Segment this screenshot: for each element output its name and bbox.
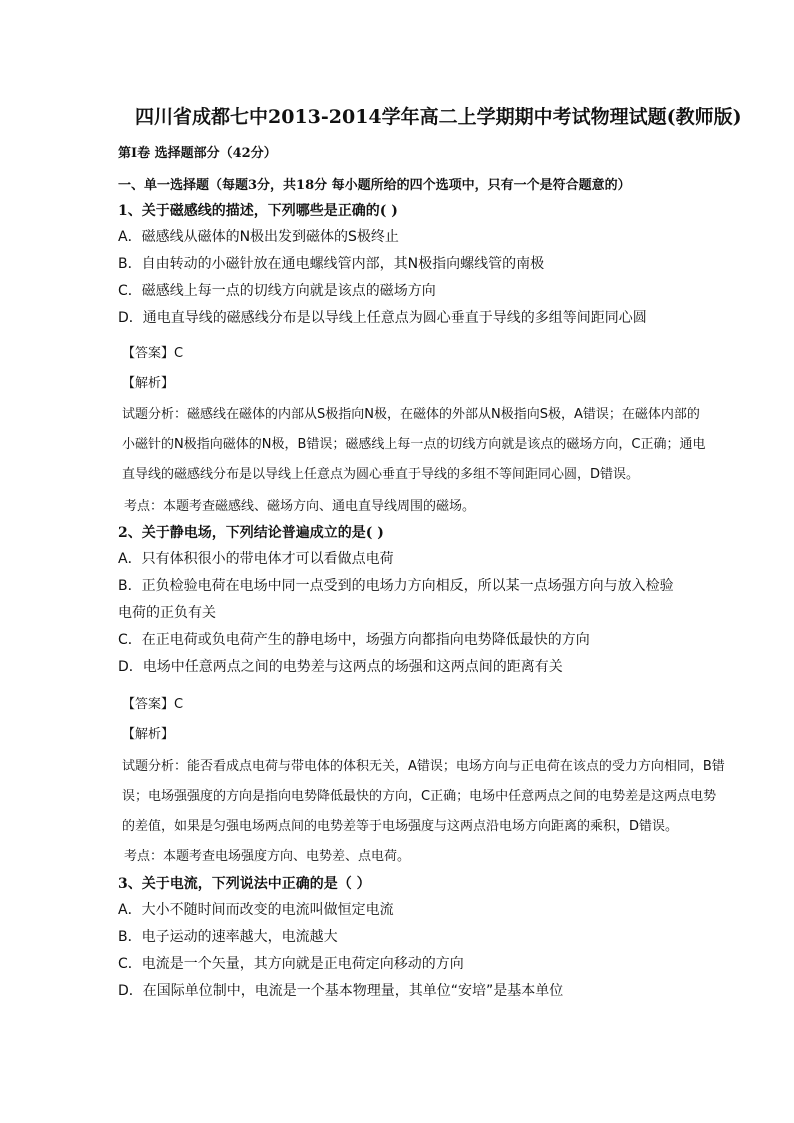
question-2-option-d: D．电场中任意两点之间的电势差与这两点的场强和这两点间的距离有关 (118, 659, 563, 675)
question-2-analysis-label: 【解析】 (122, 727, 175, 742)
question-1-analysis-line: 试题分析：磁感线在磁体的内部从S极指向N极，在磁体的外部从N极指向S极，A错误；在磁体内部的 (122, 407, 700, 422)
question-1-option-d: D．通电直导线的磁感线分布是以导线上任意点为圆心垂直于导线的多组等间距同心圆 (118, 310, 647, 326)
question-1-option-c: C．磁感线上每一点的切线方向就是该点的磁场方向 (118, 283, 436, 299)
question-3-option-c: C．电流是一个矢量，其方向就是正电荷定向移动的方向 (118, 956, 464, 972)
question-1-analysis-line: 小磁针的N极指向磁体的N极，B错误；磁感线上每一点的切线方向就是该点的磁场方向，C正确；通电 (122, 437, 706, 452)
question-2-analysis-line: 误；电场强强度的方向是指向电势降低最快的方向，C正确；电场中任意两点之间的电势差是这两点电势 (122, 789, 717, 804)
question-2-option-b-continued: 电荷的正负有关 (118, 605, 216, 621)
question-3-option-d: D．在国际单位制中，电流是一个基本物理量，其单位“安培”是基本单位 (118, 983, 564, 999)
question-1-answer: 【答案】C (122, 346, 184, 361)
question-2-option-a: A．只有体积很小的带电体才可以看做点电荷 (118, 551, 394, 567)
question-1-option-b: B．自由转动的小磁针放在通电螺线管内部，其N极指向螺线管的南极 (118, 256, 545, 272)
question-2-stem: 2、关于静电场，下列结论普遍成立的是( ) (118, 525, 384, 541)
question-3-stem: 3、关于电流，下列说法中正确的是（ ） (118, 876, 371, 892)
question-1-analysis-label: 【解析】 (122, 376, 175, 391)
question-2-answer: 【答案】C (122, 697, 184, 712)
question-2-key-point: 考点：本题考查电场强度方向、电势差、点电荷。 (124, 849, 411, 864)
question-2-option-b: B．正负检验电荷在电场中同一点受到的电场力方向相反，所以某一点场强方向与放入检验 (118, 578, 674, 594)
question-1-key-point: 考点：本题考查磁感线、磁场方向、通电直导线周围的磁场。 (124, 499, 476, 514)
question-2-option-c: C．在正电荷或负电荷产生的静电场中，场强方向都指向电势降低最快的方向 (118, 632, 590, 648)
section-heading: 一、单一选择题（每题3分，共18分 每小题所给的四个选项中，只有一个是符合题意的） (118, 178, 631, 193)
question-3-option-b: B．电子运动的速率越大，电流越大 (118, 929, 338, 945)
question-2-analysis-line: 试题分析：能否看成点电荷与带电体的体积无关，A错误；电场方向与正电荷在该点的受力方向相同，B错 (122, 759, 725, 774)
document-title: 四川省成都七中2013-2014学年高二上学期期中考试物理试题(教师版) (135, 106, 742, 128)
question-1-analysis-line: 直导线的磁感线分布是以导线上任意点为圆心垂直于导线的多组不等间距同心圆，D错误。 (122, 467, 640, 482)
question-3-option-a: A．大小不随时间而改变的电流叫做恒定电流 (118, 902, 394, 918)
question-1-option-a: A．磁感线从磁体的N极出发到磁体的S极终止 (118, 229, 399, 245)
part-heading: 第Ⅰ卷 选择题部分（42分） (118, 146, 277, 161)
question-2-analysis-line: 的差值，如果是匀强电场两点间的电势差等于电场强度与这两点沿电场方向距离的乘积，D错误。 (122, 819, 679, 834)
question-1-stem: 1、关于磁感线的描述，下列哪些是正确的( ) (118, 203, 398, 219)
